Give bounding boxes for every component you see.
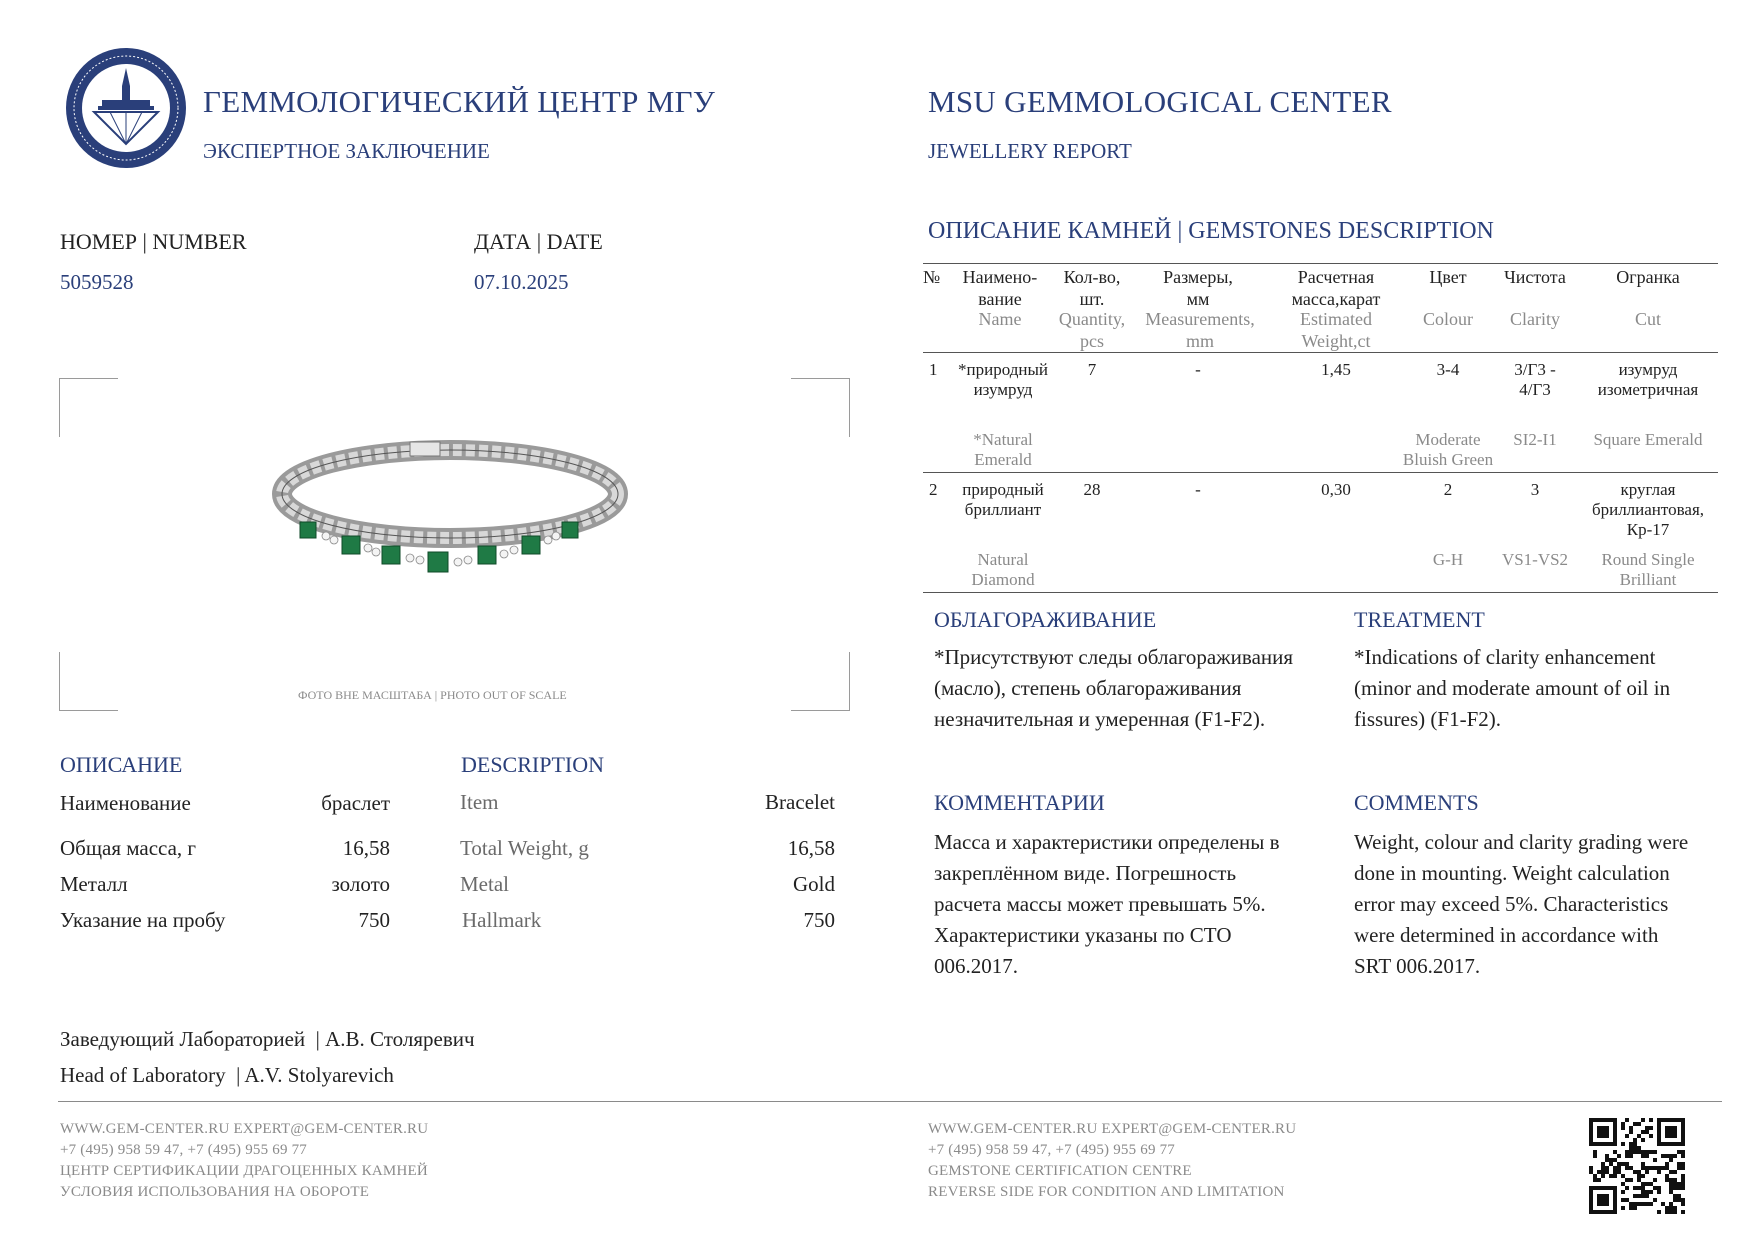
row-clarity-ru: 3/Г3 - 4/Г3 xyxy=(1514,360,1556,399)
row-meas: - xyxy=(1195,360,1201,379)
row-clarity-en: SI2-I1 xyxy=(1513,430,1557,449)
desc-en-value: 16,58 xyxy=(787,836,835,860)
row-name-en: Natural Diamond xyxy=(971,550,1035,589)
footer-right xyxy=(928,1119,1296,1203)
row-colour-ru: 3-4 xyxy=(1436,360,1460,379)
footer-line: +7 (495) 958 59 47, +7 (495) 955 69 77 xyxy=(60,1142,307,1158)
desc-en-value: Bracelet xyxy=(765,790,835,814)
desc-ru-label: Наименование xyxy=(60,791,191,815)
row-clarity-ru: 3 xyxy=(1530,480,1540,499)
treatment-heading-en: TREATMENT xyxy=(1354,607,1485,632)
col-colour-en: Colour xyxy=(1422,309,1473,329)
desc-ru-label: Общая масса, г xyxy=(60,836,197,860)
comments-heading-ru: КОММЕНТАРИИ xyxy=(934,790,1105,815)
desc-ru-value: браслет xyxy=(321,791,390,815)
row-clarity-en: VS1-VS2 xyxy=(1501,550,1569,569)
footer-line: REVERSE SIDE FOR CONDITION AND LIMITATION xyxy=(928,1184,1285,1200)
footer-line: ЦЕНТР СЕРТИФИКАЦИИ ДРАГОЦЕННЫХ КАМНЕЙ xyxy=(60,1163,428,1179)
row-cut-ru: круглая бриллиантовая, Кр-17 xyxy=(1591,480,1705,539)
desc-en-label: Metal xyxy=(460,872,509,896)
footer-line: WWW.GEM-CENTER.RU EXPERT@GEM-CENTER.RU xyxy=(60,1121,429,1137)
comments-text-en: Weight, colour and clarity grading were done in mounting. Weight calculation error may exceed 5%. Characteristics were determined in accordance with SRT 006.2017. xyxy=(1354,830,1689,978)
col-qty-en: Quantity, pcs xyxy=(1058,309,1126,351)
col-weight-en: Estimated Weight,ct xyxy=(1300,309,1372,351)
col-meas-ru: Размеры, мм xyxy=(1163,267,1233,309)
col-weight-ru: Расчетная масса,карат xyxy=(1291,267,1381,309)
col-colour-ru: Цвет xyxy=(1429,267,1467,287)
desc-ru-value: 750 xyxy=(358,908,390,932)
photo-frame-corner-bl xyxy=(59,652,118,711)
treatment-text-ru: *Присутствуют следы облагораживания (масло), степень облагораживания незначительная и умеренная (F1-F2). xyxy=(934,645,1294,731)
description-heading-ru: ОПИСАНИЕ xyxy=(60,752,183,777)
row-weight: 1,45 xyxy=(1321,360,1351,379)
signature-ru: Заведующий Лабораторией | А.В. Столяревич xyxy=(60,1027,475,1051)
ru-title: ГЕММОЛОГИЧЕСКИЙ ЦЕНТР МГУ xyxy=(203,84,716,119)
footer-left xyxy=(60,1119,428,1203)
footer-divider xyxy=(58,1101,1722,1102)
desc-ru-label: Металл xyxy=(60,872,128,896)
col-cut-ru: Огранка xyxy=(1616,267,1680,287)
date-label: ДАТА | DATE xyxy=(474,229,603,254)
en-subtitle: JEWELLERY REPORT xyxy=(928,139,1132,163)
row-name-en: *Natural Emerald xyxy=(973,430,1033,469)
row-weight: 0,30 xyxy=(1321,480,1351,499)
number-label: НОМЕР | NUMBER xyxy=(60,229,247,254)
desc-en-label: Hallmark xyxy=(462,908,542,932)
bracelet-icon xyxy=(270,424,630,584)
treatment-heading-ru: ОБЛАГОРАЖИВАНИЕ xyxy=(934,607,1157,632)
treatment-text-en: *Indications of clarity enhancement (minor and moderate amount of oil in fissures) (F1-F2). xyxy=(1354,645,1671,731)
row-name-ru: *природный изумруд xyxy=(958,360,1048,399)
col-qty-ru: Кол-во, шт. xyxy=(1063,267,1121,309)
description-heading-en: DESCRIPTION xyxy=(461,752,605,777)
msu-seal-icon xyxy=(64,46,188,170)
number-value: 5059528 xyxy=(60,270,134,294)
desc-ru-value: 16,58 xyxy=(342,836,390,860)
row-no: 1 xyxy=(929,360,938,379)
row-cut-en: Round Single Brilliant xyxy=(1601,550,1695,589)
table-header-rule xyxy=(923,352,1718,353)
row-no: 2 xyxy=(929,480,938,499)
row-meas: - xyxy=(1195,480,1201,499)
col-name-en: Name xyxy=(978,309,1022,329)
row-qty: 28 xyxy=(1083,480,1101,499)
desc-ru-label: Указание на пробу xyxy=(60,908,226,932)
col-cut-en: Cut xyxy=(1634,309,1661,329)
row-qty: 7 xyxy=(1087,360,1097,379)
table-top-rule xyxy=(923,263,1718,264)
row-cut-ru: изумруд изометричная xyxy=(1597,360,1699,399)
table-bottom-rule xyxy=(923,592,1718,593)
desc-en-value: 750 xyxy=(803,908,835,932)
footer-line: УСЛОВИЯ ИСПОЛЬЗОВАНИЯ НА ОБОРОТЕ xyxy=(60,1184,370,1200)
en-title: MSU GEMMOLOGICAL CENTER xyxy=(928,84,1392,119)
desc-en-label: Item xyxy=(460,790,499,814)
row-cut-en: Square Emerald xyxy=(1593,430,1703,449)
footer-line: GEMSTONE CERTIFICATION CENTRE xyxy=(928,1163,1192,1179)
col-name-ru: Наимено- вание xyxy=(962,267,1038,309)
photo-frame-corner-br xyxy=(791,652,850,711)
col-clarity-ru: Чистота xyxy=(1504,267,1566,287)
desc-en-value: Gold xyxy=(793,872,835,896)
signature-en: Head of Laboratory | A.V. Stolyarevich xyxy=(60,1063,394,1087)
col-meas-en: Measurements, mm xyxy=(1145,309,1255,351)
row-colour-en: G-H xyxy=(1432,550,1464,569)
comments-heading-en: COMMENTS xyxy=(1354,790,1479,815)
row-colour-en: Moderate Bluish Green xyxy=(1402,430,1494,469)
qr-code-icon xyxy=(1589,1118,1685,1214)
photo-frame-corner-tr xyxy=(791,378,850,437)
col-clarity-en: Clarity xyxy=(1510,309,1560,329)
row-colour-ru: 2 xyxy=(1443,480,1453,499)
date-value: 07.10.2025 xyxy=(474,270,569,294)
comments-text-ru: Масса и характеристики определены в закреплённом виде. Погрешность расчета массы может превышать 5%. Характеристики указаны по СТО 006.2017. xyxy=(934,830,1280,978)
row-name-ru: природный бриллиант xyxy=(962,480,1044,519)
desc-ru-value: золото xyxy=(331,872,390,896)
ru-subtitle: ЭКСПЕРТНОЕ ЗАКЛЮЧЕНИЕ xyxy=(203,139,490,163)
col-no: № xyxy=(923,267,941,287)
desc-en-label: Total Weight, g xyxy=(460,836,589,860)
photo-frame-corner-tl xyxy=(59,378,118,437)
gemstones-heading: ОПИСАНИЕ КАМНЕЙ | GEMSTONES DESCRIPTION xyxy=(928,218,1494,244)
footer-line: +7 (495) 958 59 47, +7 (495) 955 69 77 xyxy=(928,1142,1175,1158)
table-row-rule xyxy=(923,472,1718,473)
photo-caption: ФОТО ВНЕ МАСШТАБА | PHOTO OUT OF SCALE xyxy=(298,688,567,702)
footer-line: WWW.GEM-CENTER.RU EXPERT@GEM-CENTER.RU xyxy=(928,1121,1297,1137)
